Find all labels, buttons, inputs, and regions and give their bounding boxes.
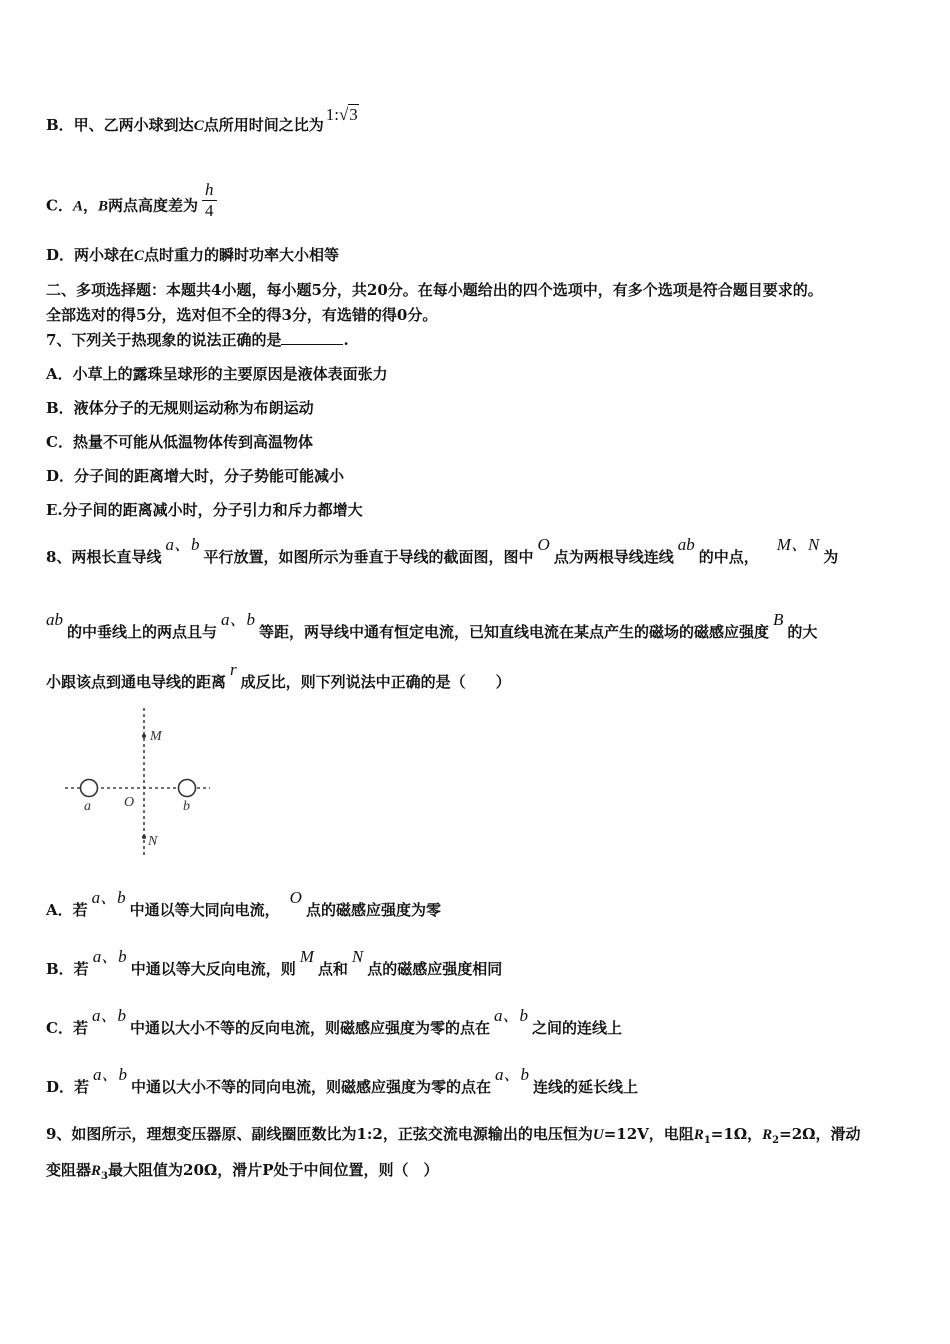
question-8-line-1 [46, 535, 839, 567]
math-var: M、N [776, 535, 820, 554]
math-var: a、b [91, 1006, 126, 1025]
option-text: 点的磁感应强度为零 [305, 901, 441, 919]
question-7-stem [46, 330, 349, 350]
option-text: 之间的连线上 [531, 1019, 622, 1037]
question-text: . [343, 331, 349, 349]
option-text: D．两小球在 [46, 246, 135, 264]
q8-option-d [46, 1065, 639, 1097]
math-var: N [351, 947, 364, 966]
option-text: 点所用时间之比为 [203, 116, 324, 134]
question-text: 的中点， [698, 548, 759, 566]
question-8-line-2 [46, 610, 818, 642]
q8-option-a [46, 888, 441, 920]
question-text: 的中垂线上的两点且与 [67, 623, 218, 641]
math-var: C [193, 118, 204, 134]
question-text: =1Ω， [710, 1125, 763, 1143]
option-text: B．甲、乙两小球到达 [46, 116, 194, 134]
option-text: 点的磁感应强度相同 [367, 960, 503, 978]
math-var: R [91, 1163, 102, 1179]
question-text: 为 [823, 548, 839, 566]
question-text: 平行放置，如图所示为垂直于导线的截面图，图中 [203, 548, 534, 566]
math-var: B [97, 198, 108, 215]
math-var: a、b [493, 1006, 528, 1025]
math-var: a、b [165, 535, 200, 554]
question-text: 点为两根导线连线 [553, 548, 674, 566]
math-var: a、b [221, 610, 256, 629]
question-9-line-1 [46, 1124, 860, 1151]
section-instructions: 全部选对的得5分，选对但不全的得3分，有选错的得0分。 [46, 306, 438, 324]
math-var: a、b [495, 1065, 530, 1084]
question-text: 7、下列关于热现象的说法正确的是 [46, 331, 282, 349]
option-text: B．若 [46, 960, 89, 978]
fraction-numerator: h [205, 180, 214, 199]
wire-b-circle [179, 780, 196, 797]
radicand: 3 [349, 105, 358, 124]
q7-option-c: C．热量不可能从低温物体传到高温物体 [46, 433, 313, 451]
option-text: 中通以等大反向电流，则 [130, 960, 296, 978]
math-var: R [693, 1127, 704, 1143]
sqrt-symbol: √ [338, 105, 349, 124]
option-text: C．若 [46, 1019, 88, 1037]
math-var: B [773, 610, 784, 629]
question-8-line-3 [46, 660, 511, 692]
section-heading: 二、多项选择题：本题共4小题，每小题5分，共20分。在每小题给出的四个选项中，有多个选项是符合题目要求的。 [46, 281, 823, 299]
question-text: =2Ω，滑动 [779, 1125, 861, 1143]
label-a: a [84, 799, 91, 814]
math-var: A [72, 198, 83, 215]
math-var: O [537, 535, 550, 554]
q7-option-b: B．液体分子的无规则运动称为布朗运动 [46, 399, 314, 417]
label-n: N [148, 834, 158, 849]
label-b: b [183, 799, 190, 814]
q7-option-a: A．小草上的露珠呈球形的主要原因是液体表面张力 [46, 365, 388, 383]
subscript: 3 [101, 1171, 108, 1182]
option-text: A．若 [46, 901, 88, 919]
wire-a-circle [81, 780, 98, 797]
math-var: ab [46, 610, 63, 629]
math-var: a、b [93, 1065, 128, 1084]
question-text: 变阻器 [46, 1161, 92, 1179]
option-text: 中通以等大同向电流， [129, 901, 280, 919]
question-text: 小跟该点到通电导线的距离 [46, 673, 227, 691]
option-text: 两点高度差为 [108, 196, 199, 215]
q7-option-e: E.分子间的距离减小时，分子引力和斥力都增大 [46, 501, 363, 519]
question-text: 8、两根长直导线 [46, 548, 162, 566]
ratio-prefix: 1: [325, 105, 339, 124]
fraction-denominator: 4 [202, 200, 217, 221]
option-text: C． [46, 196, 73, 215]
math-var: O [289, 888, 302, 907]
label-m: M [150, 729, 162, 744]
math-var: C [134, 248, 145, 264]
q8-option-c [46, 1006, 622, 1038]
ratio-expression [326, 105, 359, 124]
option-text: 点和 [317, 960, 348, 978]
label-o: O [124, 795, 135, 810]
option-text: ， [82, 196, 98, 215]
subscript: 1 [703, 1135, 711, 1146]
question-text: =12V，电阻 [603, 1125, 694, 1143]
option-c-line [46, 180, 217, 227]
option-d-line [46, 245, 339, 266]
option-text: 点时重力的瞬时功率大小相等 [144, 246, 340, 264]
question-text: 等距，两导线中通有恒定电流，已知直线电流在某点产生的磁场的磁感应强度 [259, 623, 770, 641]
fraction [202, 180, 217, 221]
wire-cross-section-figure [60, 705, 220, 860]
math-var: a、b [92, 947, 127, 966]
question-9-line-2 [46, 1160, 439, 1187]
option-text: 中通以大小不等的同向电流，则磁感应强度为零的点在 [131, 1078, 492, 1096]
answer-blank [281, 330, 343, 345]
option-text: 连线的延长线上 [533, 1078, 639, 1096]
math-var: M [299, 947, 314, 966]
question-text: 的大 [787, 623, 818, 641]
point-m-dot [142, 734, 146, 738]
option-b-line [46, 105, 361, 136]
option-text: D．若 [46, 1078, 90, 1096]
math-var: U [592, 1127, 604, 1143]
question-text: 成反比，则下列说法中正确的是（ ） [240, 673, 511, 691]
question-text: 9、如图所示，理想变压器原、副线圈匝数比为1:2，正弦交流电源输出的电压恒为 [46, 1125, 593, 1143]
math-var: r [230, 660, 237, 679]
math-var: a、b [91, 888, 126, 907]
math-var: ab [677, 535, 695, 554]
subscript: 2 [772, 1135, 780, 1146]
question-text: 最大阻值为20Ω，滑片P处于中间位置，则（ ） [108, 1161, 439, 1179]
q7-option-d: D．分子间的距离增大时，分子势能可能减小 [46, 467, 345, 485]
option-text: 中通以大小不等的反向电流，则磁感应强度为零的点在 [129, 1019, 490, 1037]
point-n-dot [142, 835, 146, 839]
math-var: R [762, 1127, 773, 1143]
q8-option-b [46, 947, 503, 979]
